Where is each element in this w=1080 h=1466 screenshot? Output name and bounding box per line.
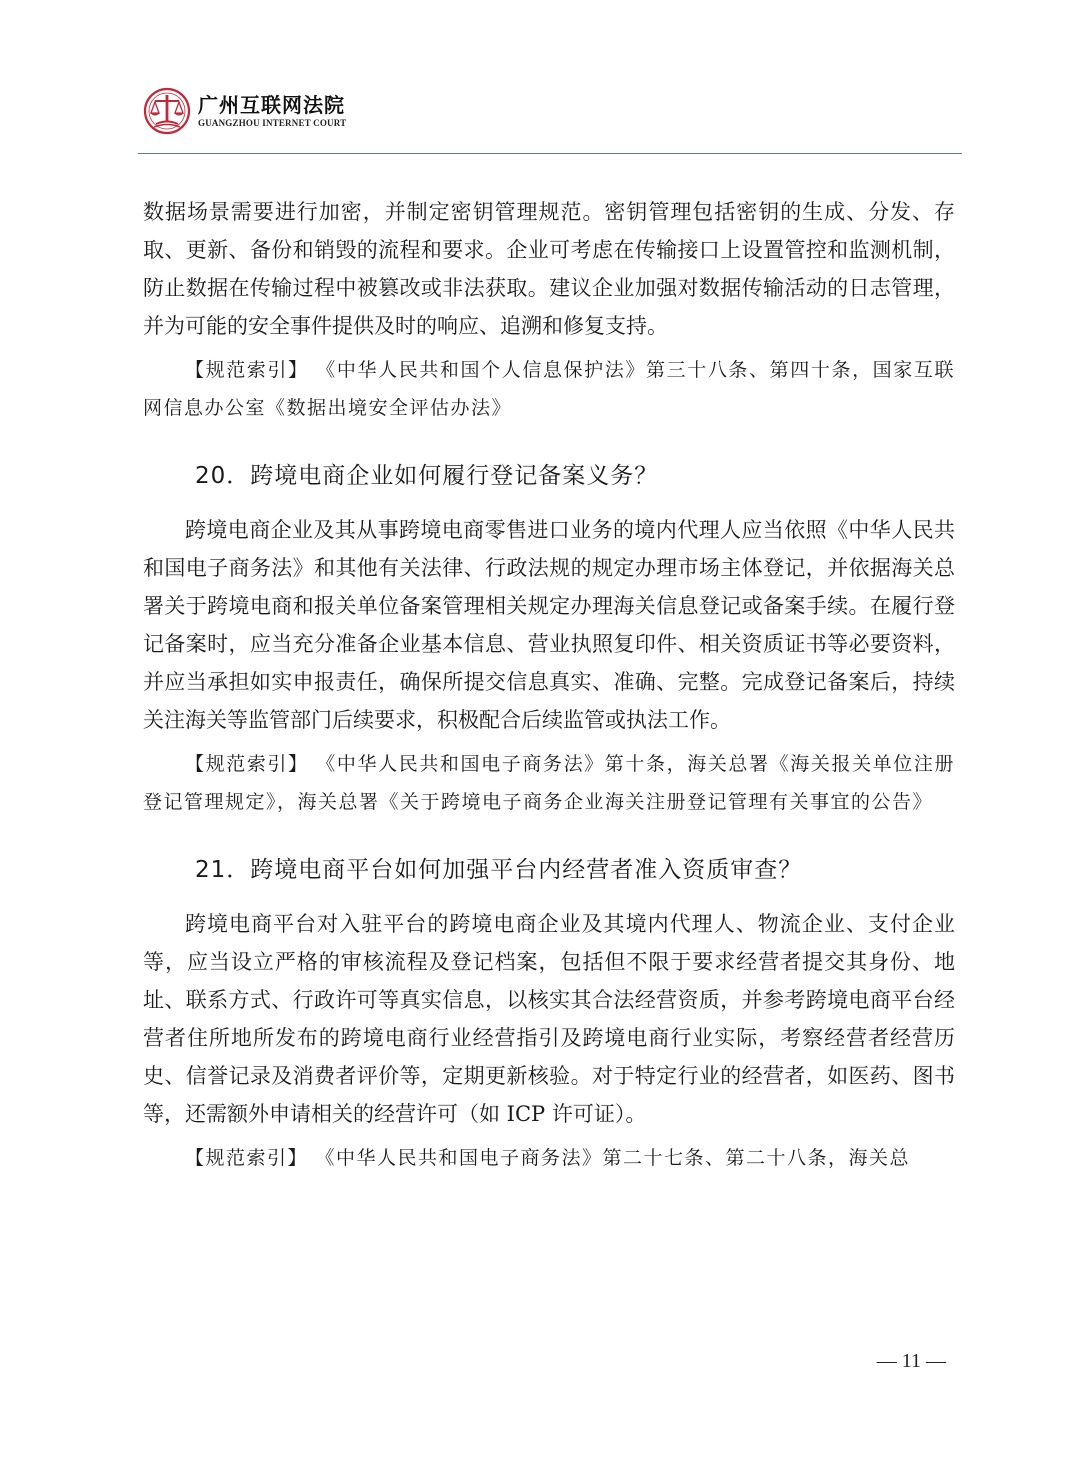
court-logo-icon: [142, 86, 192, 136]
header-divider: [138, 153, 962, 154]
reference-index-19: 【规范索引】 《中华人民共和国个人信息保护法》第三十八条、第四十条，国家互联网信息办公室《数据出境安全评估办法》: [143, 359, 955, 419]
heading-20: 20．跨境电商企业如何履行登记备案义务？: [195, 463, 659, 489]
court-name-en: GUANGZHOU INTERNET COURT: [198, 118, 347, 128]
paragraph-21: 跨境电商平台对入驻平台的跨境电商企业及其境内代理人、物流企业、支付企业等，应当设立严格的审核流程及登记档案，包括但不限于要求经营者提交其身份、地址、联系方式、行政许可等真实信息，以核实其合法经营资质，并参考跨境电商平台经营者住所地所发布的跨境电商行业经营指引及跨境电商行业实际，考察经营者经营历史、信誉记录及消费者评价等，定期更新核验。对于特定行业的经营者，如医药、图书等，还需额外申请相关的经营许可（如 ICP 许可证）。: [143, 912, 955, 1126]
page-number: — 11 —: [876, 1350, 946, 1372]
court-name-cn: 广州互联网法院: [198, 93, 345, 117]
reference-index-20: 【规范索引】 《中华人民共和国电子商务法》第十条，海关总署《海关报关单位注册登记管理规定》，海关总署《关于跨境电子商务企业海关注册登记管理有关事宜的公告》: [143, 753, 955, 813]
page-body: [143, 193, 955, 1177]
court-header: [142, 86, 346, 136]
heading-21: 21．跨境电商平台如何加强平台内经营者准入资质审查？: [195, 857, 803, 883]
paragraph-20: 跨境电商企业及其从事跨境电商零售进口业务的境内代理人应当依照《中华人民共和国电子商务法》和其他有关法律、行政法规的规定办理市场主体登记，并依据海关总署关于跨境电商和报关单位备案管理相关规定办理海关信息登记或备案手续。在履行登记备案时，应当充分准备企业基本信息、营业执照复印件、相关资质证书等必要资料，并应当承担如实申报责任，确保所提交信息真实、准确、完整。完成登记备案后，持续关注海关等监管部门后续要求，积极配合后续监管或执法工作。: [143, 518, 955, 732]
court-brand: [198, 93, 346, 129]
reference-index-21: 【规范索引】 《中华人民共和国电子商务法》第二十七条、第二十八条，海关总: [185, 1147, 911, 1169]
paragraph-continuation: 数据场景需要进行加密，并制定密钥管理规范。密钥管理包括密钥的生成、分发、存取、更新、备份和销毁的流程和要求。企业可考虑在传输接口上设置管控和监测机制，防止数据在传输过程中被篡改或非法获取。建议企业加强对数据传输活动的日志管理，并为可能的安全事件提供及时的响应、追溯和修复支持。: [143, 200, 955, 338]
